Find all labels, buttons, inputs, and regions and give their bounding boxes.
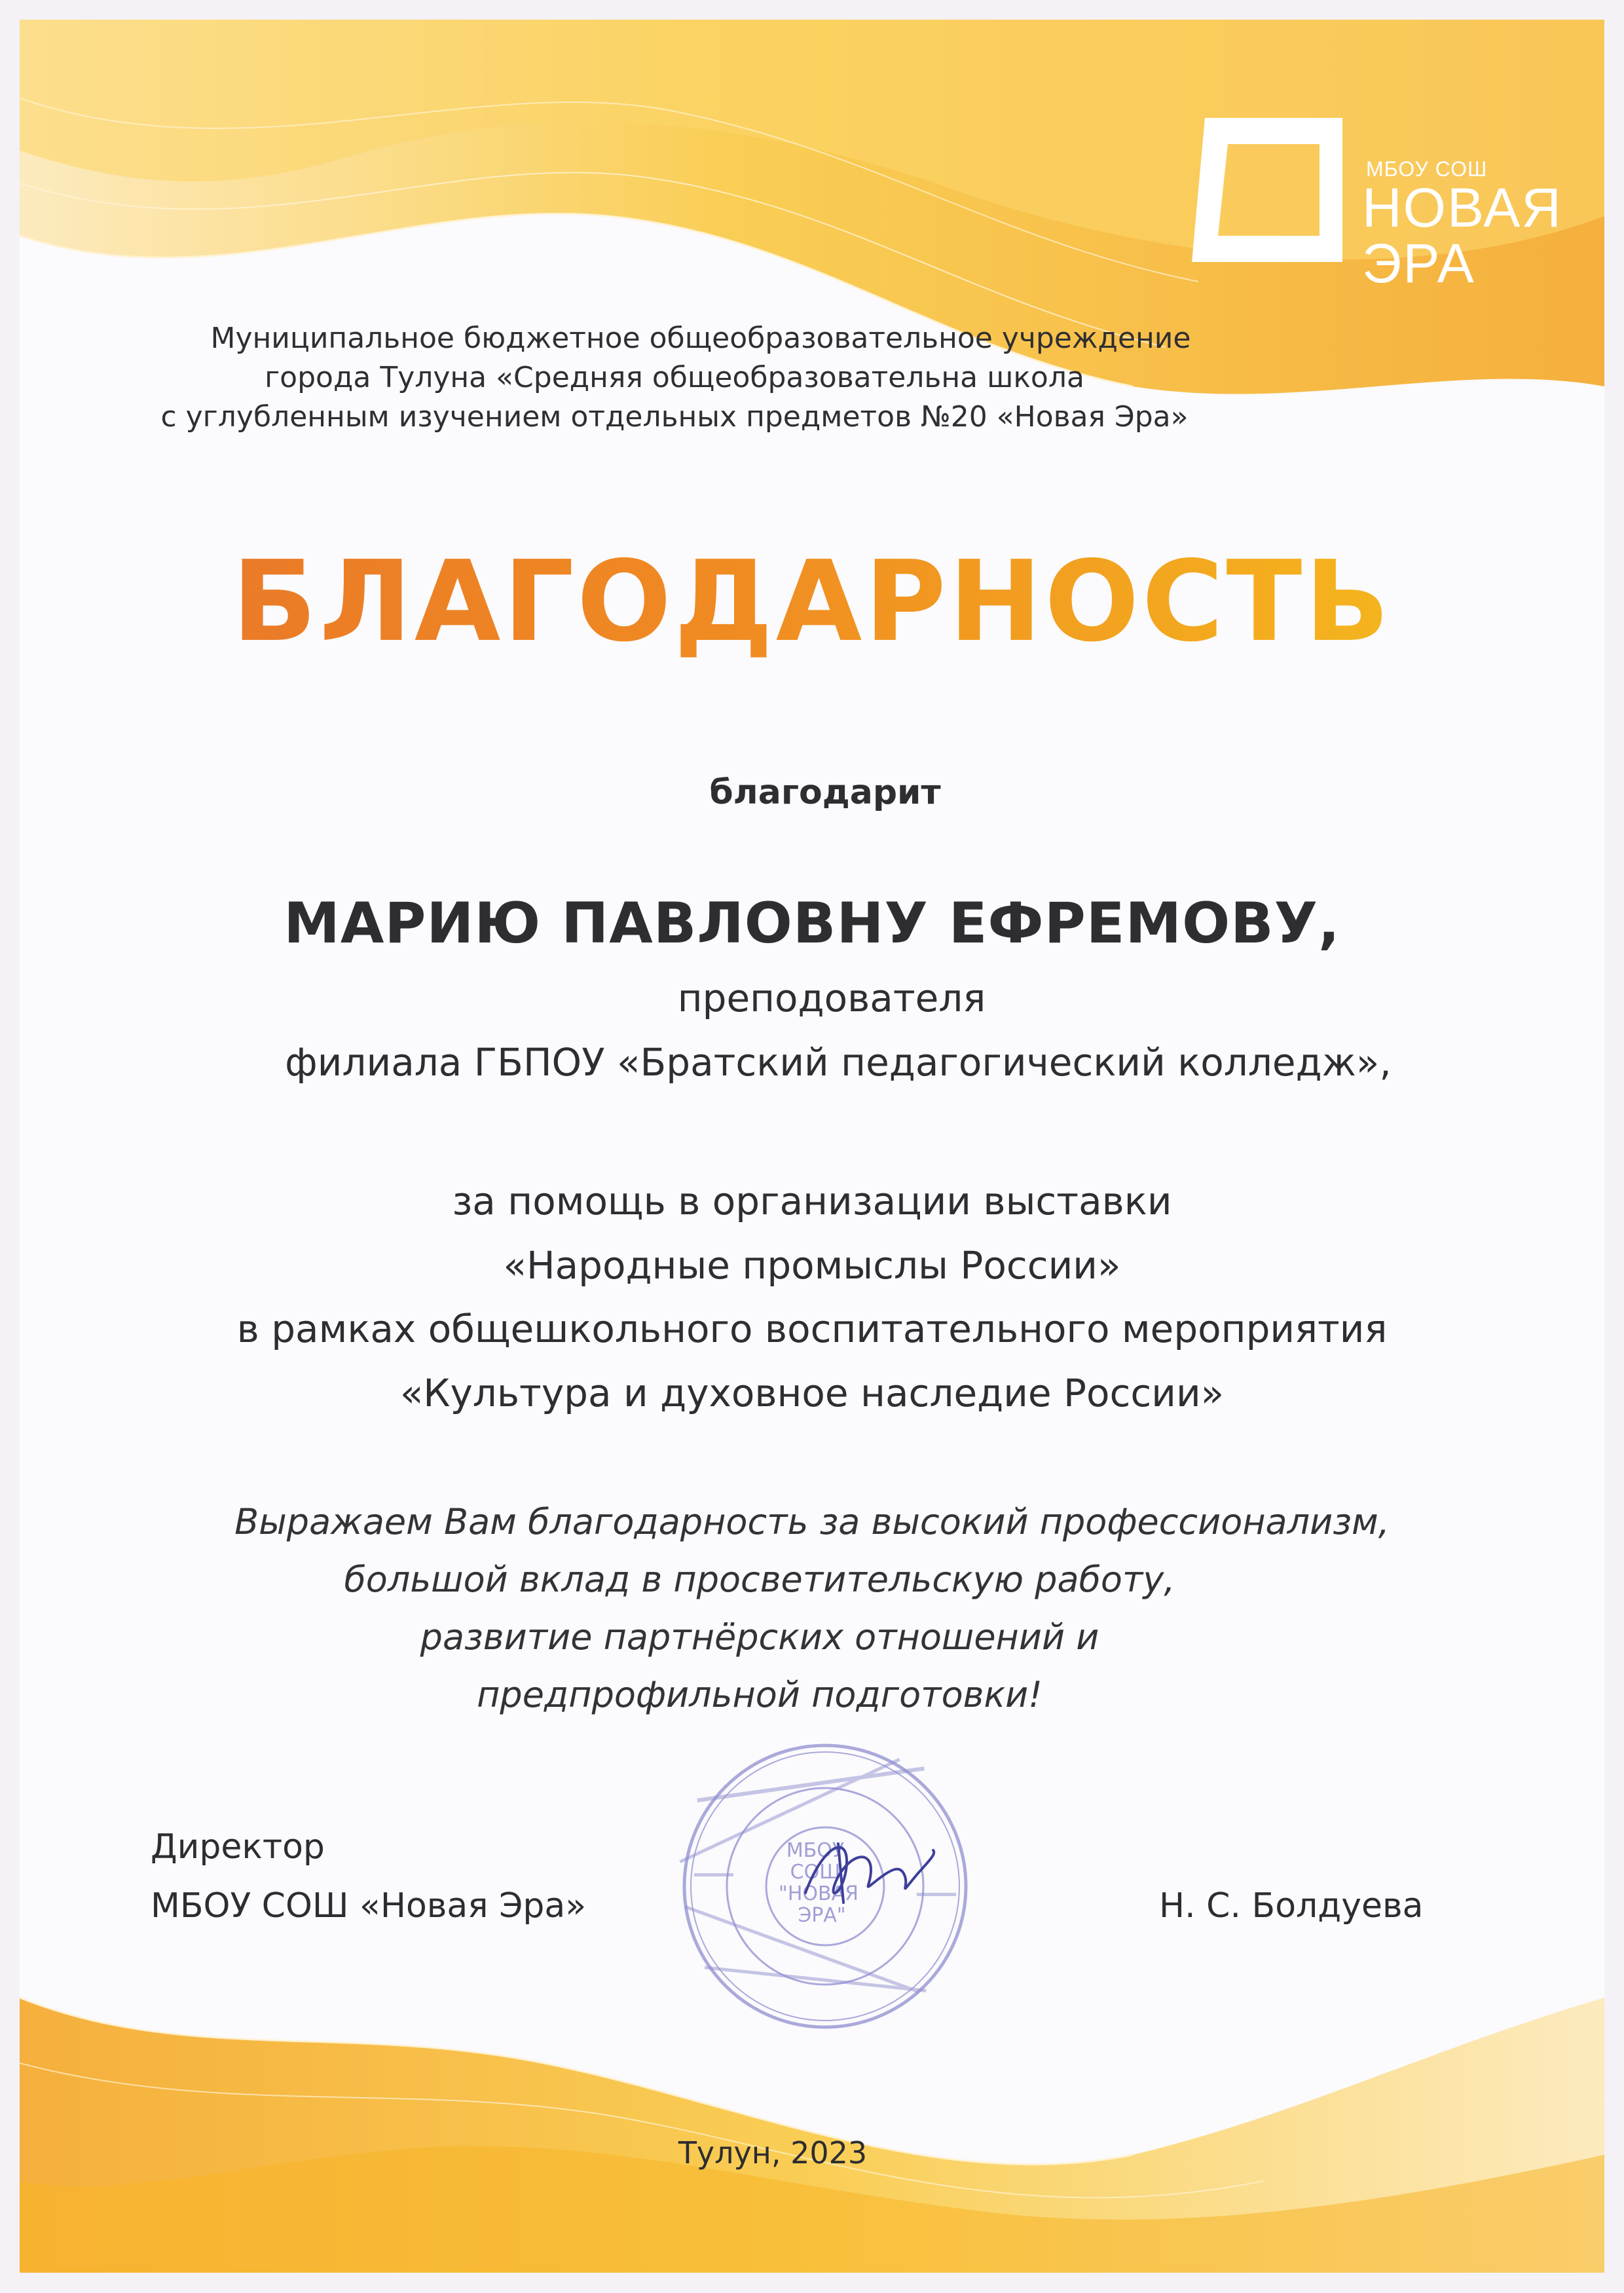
stamp-line-3: "НОВАЯ xyxy=(779,1882,858,1905)
frame-logo-icon xyxy=(1192,105,1349,275)
header-line-2: города Тулуна «Средняя общеобразовательна школа xyxy=(265,361,1084,394)
reason-line-2: «Народные промыслы России» xyxy=(503,1243,1121,1288)
appreciation-line-1: Выражаем Вам благодарность за высокий профессионализм, xyxy=(234,1501,1390,1542)
stamp-line-1: МБОУ xyxy=(786,1839,845,1862)
signer-name: Н. С. Болдуева xyxy=(1159,1886,1424,1926)
logo-line1: НОВАЯ xyxy=(1362,177,1562,238)
official-stamp xyxy=(674,1736,976,2037)
recipient-organization: филиала ГБПОУ «Братский педагогический колледж», xyxy=(285,1040,1392,1085)
stamp-line-2: СОШ xyxy=(790,1861,841,1884)
appreciation-line-4: предпрофильной подготовки! xyxy=(477,1674,1043,1715)
thanks-verb: благодарит xyxy=(709,773,941,812)
appreciation-line-2: большой вклад в просветительскую работу, xyxy=(344,1559,1175,1600)
appreciation-line-3: развитие партнёрских отношений и xyxy=(420,1616,1099,1658)
logo-school-short: МБОУ СОШ xyxy=(1366,157,1488,181)
place-and-year: Тулун, 2023 xyxy=(678,2135,868,2171)
signer-school: МБОУ СОШ «Новая Эра» xyxy=(151,1886,587,1926)
certificate-title: БЛАГОДАРНОСТЬ xyxy=(20,537,1604,667)
certificate-sheet xyxy=(20,20,1604,2273)
recipient-position: преподователя xyxy=(677,976,986,1020)
recipient-name: МАРИЮ ПАВЛОВНУ ЕФРЕМОВУ, xyxy=(284,891,1340,956)
header-line-1: Муниципальное бюджетное общеобразовательное учреждение xyxy=(210,322,1191,355)
signer-title: Директор xyxy=(151,1827,325,1867)
logo-line2: ЭРА xyxy=(1362,233,1475,294)
reason-line-4: «Культура и духовное наследие России» xyxy=(399,1371,1225,1415)
reason-line-1: за помощь в организации выставки xyxy=(452,1179,1172,1223)
stamp-line-4: ЭРА" xyxy=(798,1904,846,1927)
header-line-3: с углубленным изучением отдельных предметов №20 «Новая Эра» xyxy=(160,400,1189,434)
school-logo xyxy=(1192,105,1585,301)
reason-line-3: в рамках общешкольного воспитательного мероприятия xyxy=(236,1307,1388,1351)
